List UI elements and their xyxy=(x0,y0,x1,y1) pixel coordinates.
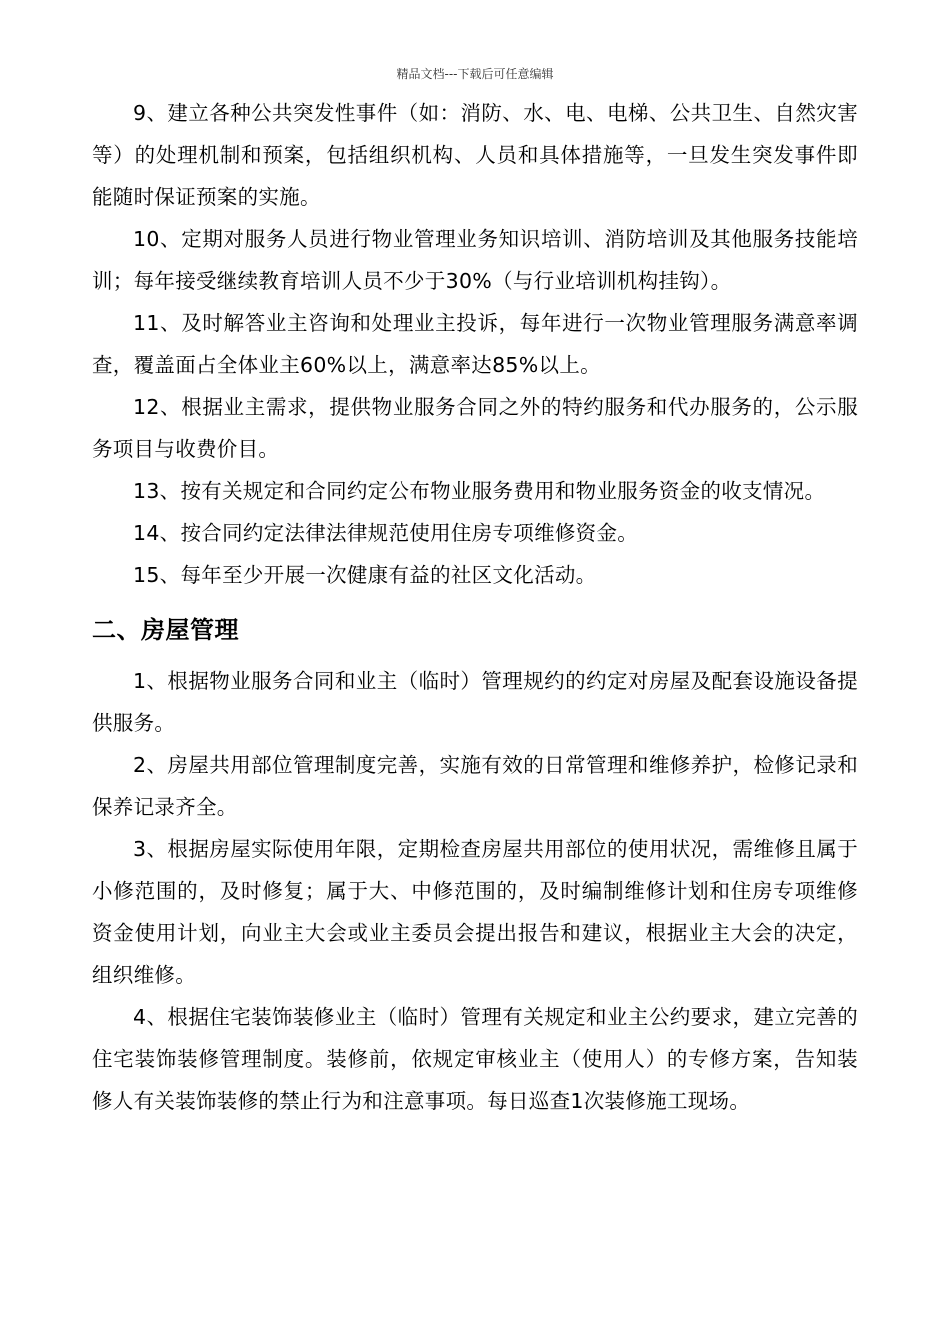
section-title-housing-management: 二、房屋管理 xyxy=(92,616,239,644)
paragraph-housing-4: 4、根据住宅装饰装修业主（临时）管理有关规定和业主公约要求，建立完善的住宅装饰装修管理制度。装修前，依规定审核业主（使用人）的专修方案，告知装修人有关装饰装修的禁止行为和注意事项。每日巡查1次装修施工现场。 xyxy=(92,1005,858,1113)
page-header-watermark: 精品文档---下载后可任意编辑 xyxy=(396,67,554,81)
paragraph-item-11: 11、及时解答业主咨询和处理业主投诉，每年进行一次物业管理服务满意率调查，覆盖面占全体业主60%以上，满意率达85%以上。 xyxy=(92,311,858,377)
paragraph-item-13: 13、按有关规定和合同约定公布物业服务费用和物业服务资金的收支情况。 xyxy=(133,479,826,503)
paragraph-item-10: 10、定期对服务人员进行物业管理业务知识培训、消防培训及其他服务技能培训；每年接受继续教育培训人员不少于30%（与行业培训机构挂钩）。 xyxy=(92,227,858,293)
paragraph-item-12: 12、根据业主需求，提供物业服务合同之外的特约服务和代办服务的，公示服务项目与收费价目。 xyxy=(92,395,858,461)
paragraph-item-15: 15、每年至少开展一次健康有益的社区文化活动。 xyxy=(133,563,597,587)
document-body xyxy=(92,92,858,1122)
paragraph-housing-1: 1、根据物业服务合同和业主（临时）管理规约的约定对房屋及配套设施设备提供服务。 xyxy=(92,669,858,735)
paragraph-item-14: 14、按合同约定法律法律规范使用住房专项维修资金。 xyxy=(133,521,639,545)
paragraph-housing-2: 2、房屋共用部位管理制度完善，实施有效的日常管理和维修养护，检修记录和保养记录齐全。 xyxy=(92,753,858,819)
paragraph-housing-3: 3、根据房屋实际使用年限，定期检查房屋共用部位的使用状况，需维修且属于小修范围的，及时修复；属于大、中修范围的，及时编制维修计划和住房专项维修资金使用计划，向业主大会或业主委员会提出报告和建议，根据业主大会的决定，组织维修。 xyxy=(92,837,858,987)
paragraph-item-9: 9、建立各种公共突发性事件（如：消防、水、电、电梯、公共卫生、自然灾害等）的处理机制和预案，包括组织机构、人员和具体措施等，一旦发生突发事件即能随时保证预案的实施。 xyxy=(92,101,858,209)
